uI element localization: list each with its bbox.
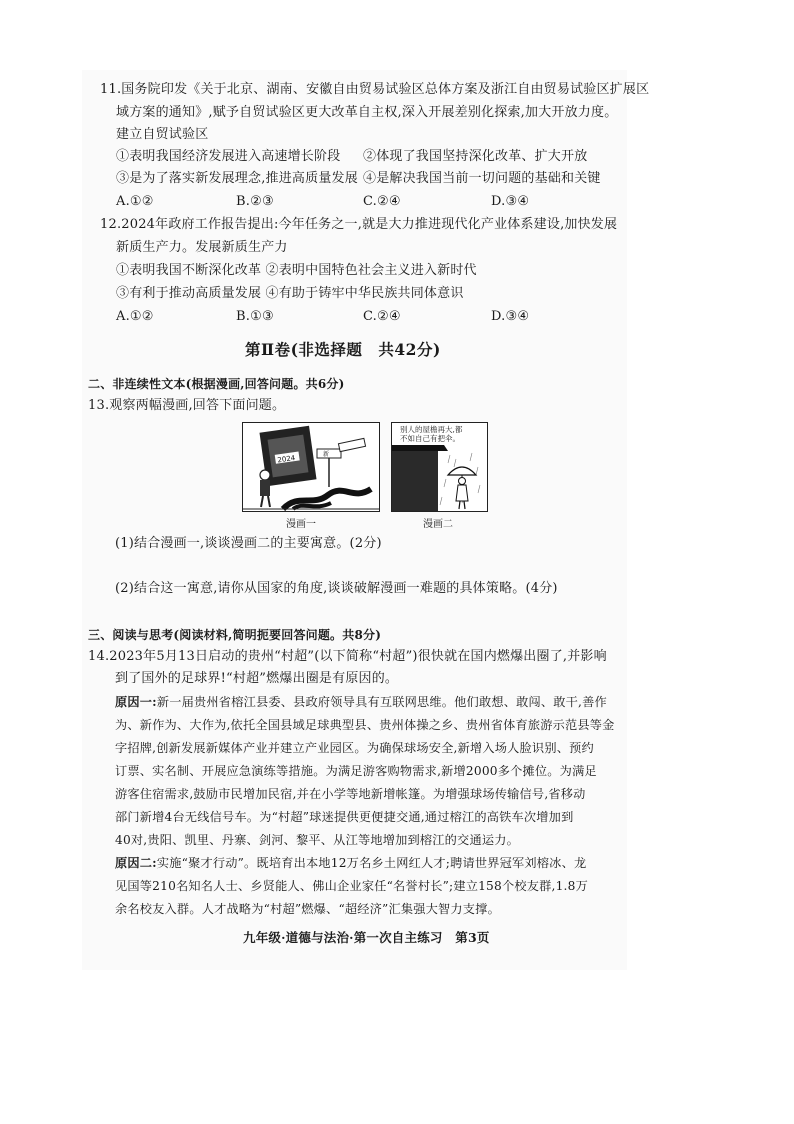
reason-two-label: 原因二: bbox=[115, 856, 157, 870]
reason-one-line-7: 40对,贵阳、凯里、丹寨、剑河、黎平、从江等地增加到榕江的交通运力。 bbox=[115, 833, 519, 847]
cartoon-one-drawing bbox=[243, 423, 379, 511]
reason-one-line-3: 字招牌,创新发展新媒体产业并建立产业园区。为确保球场安全,新增入场人脸识别、预约 bbox=[115, 741, 594, 755]
q12-choice-b: B.①③ bbox=[236, 309, 274, 324]
cartoon-two bbox=[391, 422, 488, 512]
section-3-heading: 三、阅读与思考(阅读材料,简明扼要回答问题。共8分) bbox=[88, 628, 382, 642]
q12-choice-a: A.①② bbox=[116, 309, 154, 324]
q13-subquestion-2: (2)结合这一寓意,请你从国家的角度,谈谈破解漫画一难题的具体策略。(4分) bbox=[115, 581, 558, 596]
reason-two-text-1: 实施“聚才行动”。既培育出本地12万名乡土网红人才;聘请世界冠军刘榕冰、龙 bbox=[156, 856, 587, 870]
page-footer: 九年级·道德与法治·第一次自主练习 第3页 bbox=[243, 930, 490, 945]
q12-options-3-4: ③有利于推动高质量发展 ④有助于铸牢中华民族共同体意识 bbox=[116, 286, 464, 301]
cartoon-one-tag-2024: 2024 bbox=[276, 454, 296, 465]
reason-one-label: 原因一: bbox=[115, 695, 157, 709]
q11-choice-b: B.②③ bbox=[236, 194, 274, 209]
reason-one-line-2: 为、新作为、大作为,依托全国县域足球典型县、贵州体操之乡、贵州省体育旅游示范县等金 bbox=[115, 718, 615, 732]
cartoon-two-speech-line-1: 别人的屋檐再大,都 bbox=[400, 425, 463, 434]
q14-stem-line-2: 到了国外的足球界!“村超”燃爆出圈是有原因的。 bbox=[115, 671, 399, 686]
reason-one-line-5: 游客住宿需求,鼓励市民增加民宿,并在小学等地新增帐篷。为增强球场传输信号,省移动 bbox=[115, 787, 586, 801]
q11-stem-line-3: 建立自贸试验区 bbox=[116, 127, 209, 142]
reason-one-text-1: 新一届贵州省榕江县委、县政府领导具有互联网思维。他们敢想、敢闯、敢干,善作 bbox=[156, 695, 607, 709]
q11-option-4: ④是解决我国当前一切问题的基础和关键 bbox=[363, 171, 601, 186]
q11-choice-c: C.②④ bbox=[363, 194, 401, 209]
q12-stem-line-2: 新质生产力。发展新质生产力 bbox=[116, 240, 288, 255]
q13-subquestion-1: (1)结合漫画一,谈谈漫画二的主要寓意。(2分) bbox=[115, 536, 382, 551]
q12-choice-c: C.②④ bbox=[363, 309, 401, 324]
reason-two-line-1 bbox=[115, 854, 586, 872]
q11-choice-d: D.③④ bbox=[491, 194, 530, 209]
cartoon-two-speech-line-2: 不如自己有把伞。 bbox=[400, 434, 460, 443]
section-2-heading: 二、非连续性文本(根据漫画,回答问题。共6分) bbox=[88, 377, 345, 391]
cartoon-one-sign-text: 新 bbox=[323, 451, 330, 458]
q11-option-3: ③是为了落实新发展理念,推进高质量发展 bbox=[116, 171, 358, 186]
q12-stem-line-1: 12.2024年政府工作报告提出:今年任务之一,就是大力推进现代化产业体系建设,加快发展 bbox=[100, 217, 618, 232]
q11-stem-line-2: 域方案的通知》,赋予自贸试验区更大改革自主权,深入开展差别化探索,加大开放力度。 bbox=[116, 105, 618, 120]
q13-stem: 13.观察两幅漫画,回答下面问题。 bbox=[88, 398, 286, 413]
q11-choice-a: A.①② bbox=[116, 194, 154, 209]
q11-option-2: ②体现了我国坚持深化改革、扩大开放 bbox=[363, 149, 588, 164]
part2-title: 第Ⅱ卷(非选择题 共42分) bbox=[245, 340, 441, 359]
reason-two-line-2: 见国等210名知名人士、乡贤能人、佛山企业家任“名誉村长”;建立158个校友群,1.8万 bbox=[115, 879, 588, 893]
q11-stem-line-1: 11.国务院印发《关于北京、湖南、安徽自由贸易试验区总体方案及浙江自由贸易试验区扩展区 bbox=[100, 82, 650, 97]
q12-choice-d: D.③④ bbox=[491, 309, 530, 324]
reason-one-line-4: 订票、实名制、开展应急演练等措施。为满足游客购物需求,新增2000多个摊位。为满足 bbox=[115, 764, 597, 778]
q11-option-1: ①表明我国经济发展进入高速增长阶段 bbox=[116, 149, 341, 164]
cartoon-one-caption: 漫画一 bbox=[286, 519, 316, 530]
cartoon-two-caption: 漫画二 bbox=[423, 519, 453, 530]
reason-one-line-1 bbox=[115, 693, 607, 711]
q12-options-1-2: ①表明我国不断深化改革 ②表明中国特色社会主义进入新时代 bbox=[116, 263, 477, 278]
cartoon-one bbox=[242, 422, 380, 512]
q14-stem-line-1: 14.2023年5月13日启动的贵州“村超”(以下简称“村超”)很快就在国内燃爆出圈了,并影响 bbox=[88, 649, 607, 664]
reason-two-line-3: 余名校友入群。人才战略为“村超”燃爆、“超经济”汇集强大智力支撑。 bbox=[115, 902, 500, 916]
reason-one-line-6: 部门新增4台无线信号车。为“村超”球迷提供更便捷交通,通过榕江的高铁车次增加到 bbox=[115, 810, 574, 824]
